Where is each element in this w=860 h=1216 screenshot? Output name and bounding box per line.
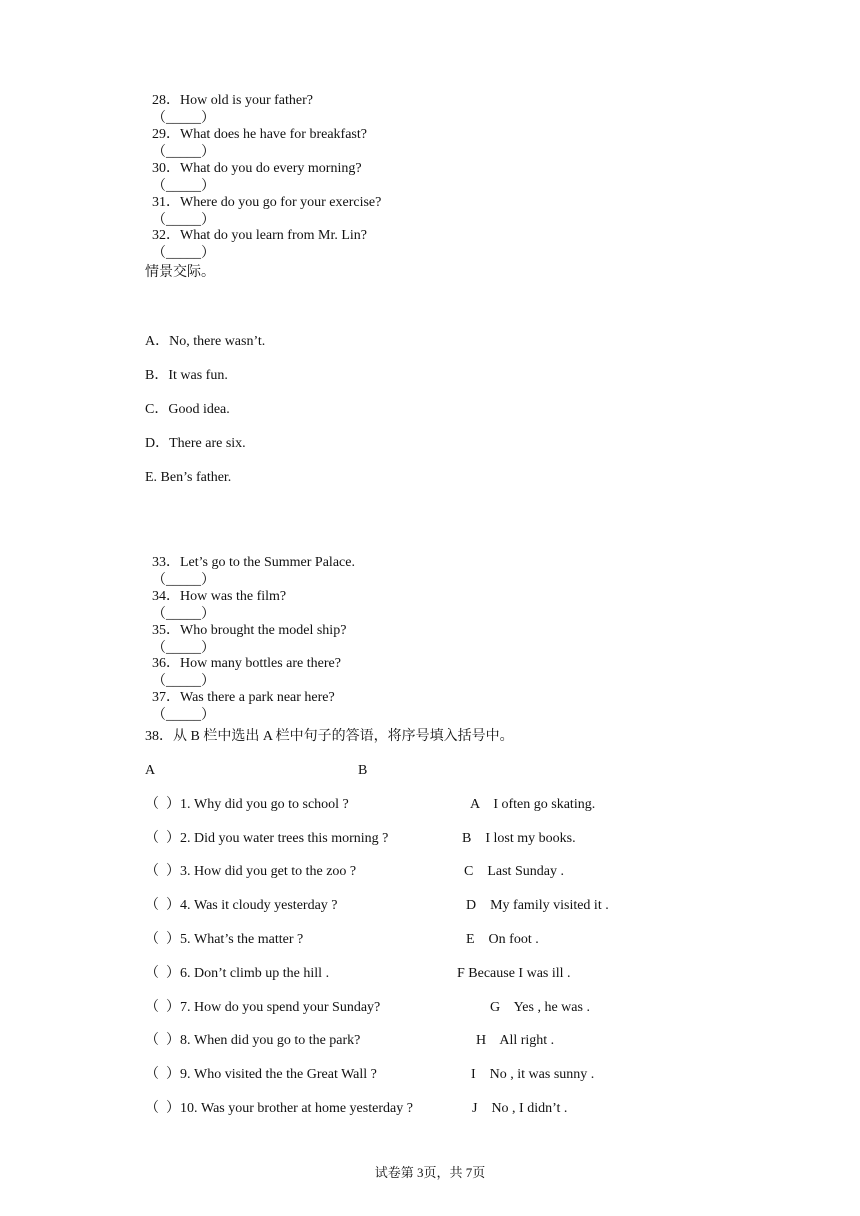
question-text: 36．How many bottles are there?: [152, 656, 341, 671]
match-question-2: （ ）2. Did you water trees this morning ?: [145, 831, 389, 846]
option-c: C．Good idea.: [145, 402, 230, 417]
option-d: D．There are six.: [145, 436, 246, 451]
match-answer-c: C Last Sunday .: [464, 864, 564, 879]
match-answer-j: J No , I didn’t .: [472, 1101, 568, 1116]
option-a: A．No, there wasn’t.: [145, 334, 266, 349]
answer-blank[interactable]: （_____）: [152, 573, 215, 588]
column-b-header: B: [358, 763, 368, 778]
match-answer-a: A I often go skating.: [470, 797, 596, 812]
question-text: 33．Let’s go to the Summer Palace.: [152, 555, 355, 570]
question-text: 29．What does he have for breakfast?: [152, 127, 367, 142]
answer-blank[interactable]: （_____）: [152, 111, 215, 126]
match-question-3: （ ）3. How did you get to the zoo ?: [145, 864, 357, 879]
match-question-6: （ ）6. Don’t climb up the hill .: [145, 966, 330, 981]
match-answer-b: B I lost my books.: [462, 831, 576, 846]
match-question-7: （ ）7. How do you spend your Sunday?: [145, 1000, 381, 1015]
answer-blank[interactable]: （_____）: [152, 179, 215, 194]
question-32: [145, 209, 367, 263]
match-answer-h: H All right .: [476, 1033, 555, 1048]
question-text: 35．Who brought the model ship?: [152, 623, 347, 638]
question-text: 30．What do you do every morning?: [152, 161, 362, 176]
match-answer-g: G Yes , he was .: [490, 1000, 590, 1015]
q38-instruction: 38．从 B 栏中选出 A 栏中句子的答语，将序号填入括号中。: [145, 729, 514, 744]
match-answer-d: D My family visited it .: [466, 898, 609, 913]
question-text: 34．How was the film?: [152, 589, 287, 604]
match-answer-e: E On foot .: [466, 932, 539, 947]
question-text: 37．Was there a park near here?: [152, 690, 335, 705]
page-footer: 试卷第 3页，共 7页: [374, 1165, 486, 1180]
question-37: [145, 671, 335, 725]
match-question-5: （ ）5. What’s the matter ?: [145, 932, 304, 947]
answer-blank[interactable]: （_____）: [152, 641, 215, 656]
option-e: E. Ben’s father.: [145, 470, 232, 485]
answer-blank[interactable]: （_____）: [152, 145, 215, 160]
answer-blank[interactable]: （_____）: [152, 674, 215, 689]
answer-blank[interactable]: （_____）: [152, 246, 215, 261]
match-question-1: （ ）1. Why did you go to school ?: [145, 797, 349, 812]
answer-blank[interactable]: （_____）: [152, 607, 215, 622]
match-answer-i: I No , it was sunny .: [471, 1067, 595, 1082]
question-text: 32．What do you learn from Mr. Lin?: [152, 228, 368, 243]
answer-blank[interactable]: （_____）: [152, 213, 215, 228]
match-question-10: （ ）10. Was your brother at home yesterday ?: [145, 1101, 413, 1116]
match-question-4: （ ）4. Was it cloudy yesterday ?: [145, 898, 338, 913]
column-a-header: A: [145, 763, 156, 778]
question-text: 28．How old is your father?: [152, 93, 313, 108]
question-text: 31．Where do you go for your exercise?: [152, 195, 382, 210]
match-question-8: （ ）8. When did you go to the park?: [145, 1033, 361, 1048]
match-answer-f: F Because I was ill .: [457, 966, 571, 981]
answer-blank[interactable]: （_____）: [152, 708, 215, 723]
option-b: B．It was fun.: [145, 368, 228, 383]
section-heading: 情景交际。: [145, 265, 215, 280]
match-question-9: （ ）9. Who visited the the Great Wall ?: [145, 1067, 377, 1082]
